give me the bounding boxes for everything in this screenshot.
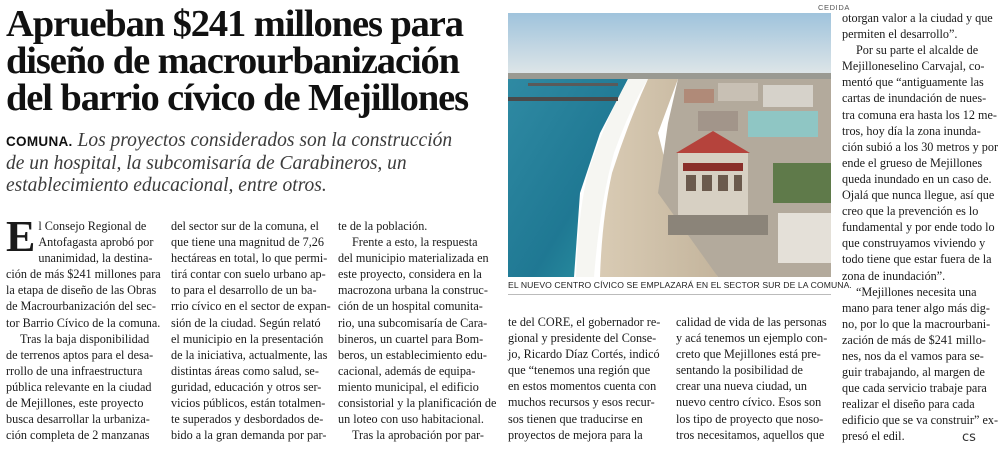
text-line: guir trabajando, al margen de — [842, 365, 985, 380]
text-line: el municipio en la presentación — [171, 331, 324, 346]
text-line: fundamental y por ende todo lo — [842, 220, 995, 235]
aerial-coast-photo — [508, 13, 831, 277]
text-line: hectáreas en total, lo que permi- — [171, 251, 328, 266]
text-line: sión de la ciudad. Según relató — [171, 315, 321, 330]
deck-line: de un hospital, la subcomisaría de Carabineros, un — [6, 153, 407, 174]
text-line: guridad, educación y otros ser- — [171, 379, 322, 394]
headline-line: diseño de macrourbanización — [6, 40, 459, 82]
headline-line: Aprueban $241 millones para — [6, 3, 463, 45]
text-line: que “tenemos una región que — [508, 363, 651, 378]
text-line: pública relevante en la ciudad — [6, 379, 152, 394]
text-line: la etapa de diseño de las Obras — [6, 283, 157, 298]
text-line: de Macrourbanización del sec- — [6, 299, 156, 314]
text-line: ende el grueso de Mejillones — [842, 155, 983, 170]
text-line: que cada servicio trabaje para — [842, 381, 987, 396]
text-line: rrollo de una infraestructura — [6, 363, 143, 378]
text-line: muchos recursos y esos recur- — [508, 395, 655, 410]
text-line: de la iniciativa, actualmente, las — [171, 347, 328, 362]
text-line: consistorial y la planificación de — [338, 396, 497, 411]
article-column-5 — [676, 314, 836, 443]
text-line: jo, Ricardo Díaz Cortés, indicó — [508, 347, 660, 362]
photo-credit: CEDIDA — [818, 3, 850, 12]
text-line: busca desarrollar la urbaniza- — [6, 412, 150, 427]
text-line: distintas áreas como salud, se- — [171, 363, 319, 378]
text-line: en estos momentos cuenta con — [508, 379, 657, 394]
text-line: tra comuna era hasta los 12 me- — [842, 107, 997, 122]
drop-cap: E — [6, 212, 36, 261]
text-line: te superados y desbordados de- — [171, 412, 324, 427]
text-line: miento municipal, el edificio — [338, 379, 479, 394]
text-line: ción subió a los 30 metros y por — [842, 139, 999, 154]
text-line: Frente a esto, la respuesta — [352, 235, 478, 250]
text-line: tros, hoy día la zona inunda- — [842, 123, 981, 138]
text-line: mentó que “antiguamente las — [842, 75, 984, 90]
text-line: los tipo de proyecto que noso- — [676, 411, 824, 426]
section-kicker: COMUNA. — [6, 134, 73, 149]
text-line: to para el desarrollo de un ba- — [171, 283, 317, 298]
article-photo — [508, 13, 831, 277]
text-line: tor Barrio Cívico de la comuna. — [6, 315, 161, 330]
text-line: presó el edil. — [842, 429, 905, 444]
text-line: nuevo centro cívico. Esos son — [676, 395, 822, 410]
deck-line: Los proyectos considerados son la construcción — [77, 130, 453, 151]
text-line: queda inundado en un caso de. — [842, 171, 992, 186]
photo-caption: EL NUEVO CENTRO CÍVICO SE EMPLAZARÁ EN EL SECTOR SUR DE LA COMUNA. — [508, 280, 852, 290]
text-line: que construyamos viviendo y — [842, 236, 986, 251]
text-line: permiten el desarrollo”. — [842, 27, 958, 42]
text-line: macrozona urbana la construc- — [338, 283, 488, 298]
text-line: ción completa de 2 manzanas — [6, 428, 150, 443]
text-line: edificio que se va construir” ex- — [842, 413, 999, 428]
text-line: Ojalá que nunca llegue, así que — [842, 188, 995, 203]
article-column-1 — [6, 212, 164, 443]
text-line: zona de inundación”. — [842, 268, 946, 283]
text-line: gional y presidente del Conse- — [508, 331, 657, 346]
text-line: cartas de inundación de nues- — [842, 91, 987, 106]
text-line: unanimidad, la destina- — [38, 251, 153, 266]
text-line: del municipio materializada en — [338, 251, 489, 266]
end-mark: cs — [962, 430, 976, 445]
text-line: nes, nos da el vamos para se- — [842, 348, 984, 363]
text-line: creo que la prevención es lo — [842, 204, 979, 219]
text-line: bido a la gran demanda por par- — [171, 428, 327, 443]
text-line: Tras la aprobación por par- — [352, 428, 484, 443]
caption-divider — [508, 294, 831, 295]
text-line: ción de un hospital comunita- — [338, 299, 483, 314]
text-line: sos tienen que traducirse en — [508, 411, 643, 426]
text-line: del sector sur de la comuna, el — [171, 219, 319, 233]
article-column-6 — [842, 10, 998, 445]
text-line: todo tiene que estar fuera de la — [842, 252, 992, 267]
text-line: no, por lo que la macrourbani- — [842, 316, 991, 331]
text-line: que tiene una magnitud de 7,26 — [171, 235, 324, 250]
text-line: creto que Mejillones está pre- — [676, 347, 821, 362]
text-line: de terrenos aptos para el desa- — [6, 347, 154, 362]
text-line: rio, una subcomisaría de Cara- — [338, 315, 488, 330]
text-line: te del CORE, el gobernador re- — [508, 315, 661, 329]
text-line: y acá tenemos un ejemplo con- — [676, 331, 828, 346]
text-line: tirá contar con suelo urbano ap- — [171, 267, 326, 282]
article-column-2 — [171, 218, 331, 443]
text-line: l Consejo Regional de — [38, 219, 147, 233]
text-line: ción de más $241 millones para — [6, 267, 161, 282]
article-column-3 — [338, 218, 498, 443]
text-line: Tras la baja disponibilidad — [20, 331, 150, 346]
headline-line: del barrio cívico de Mejillones — [6, 77, 469, 119]
text-line: realizar el diseño para cada — [842, 397, 975, 412]
text-line: tros necesitamos, aquellos que — [676, 427, 825, 442]
text-line: beros, un establecimiento edu- — [338, 347, 487, 362]
text-line: rrio cívico en el sector de expan- — [171, 299, 331, 314]
text-line: este proyecto, considera en la — [338, 267, 482, 282]
text-line: un loteo con uso habitacional. — [338, 412, 484, 427]
text-line: crear una nueva ciudad, un — [676, 379, 807, 394]
text-line: de Mejillones, este proyecto — [6, 396, 144, 411]
text-line: “Mejillones necesita una — [856, 284, 977, 299]
text-line: cacional, además de equipa- — [338, 363, 476, 378]
headline — [6, 3, 502, 119]
article-column-4 — [508, 314, 668, 443]
text-line: mano para tener algo más dig- — [842, 300, 990, 315]
text-line: bineros, un cuartel para Bom- — [338, 331, 484, 346]
text-line: proyectos de mejora para la — [508, 427, 643, 442]
text-line: calidad de vida de las personas — [676, 315, 827, 329]
text-line: vicios públicos, están totalmen- — [171, 396, 326, 411]
text-line: Antofagasta aprobó por — [38, 235, 154, 250]
text-line: te de la población. — [338, 219, 428, 233]
text-line: otorgan valor a la ciudad y que — [842, 11, 993, 25]
text-line: Por su parte el alcalde de — [856, 43, 979, 58]
text-line: Mejilloneselino Carvajal, co- — [842, 59, 985, 74]
lede — [6, 130, 502, 197]
text-line: sentando la posibilidad de — [676, 363, 803, 378]
deck-line: establecimiento educacional, entre otros. — [6, 175, 327, 196]
text-line: zación de más de $241 millo- — [842, 332, 986, 347]
